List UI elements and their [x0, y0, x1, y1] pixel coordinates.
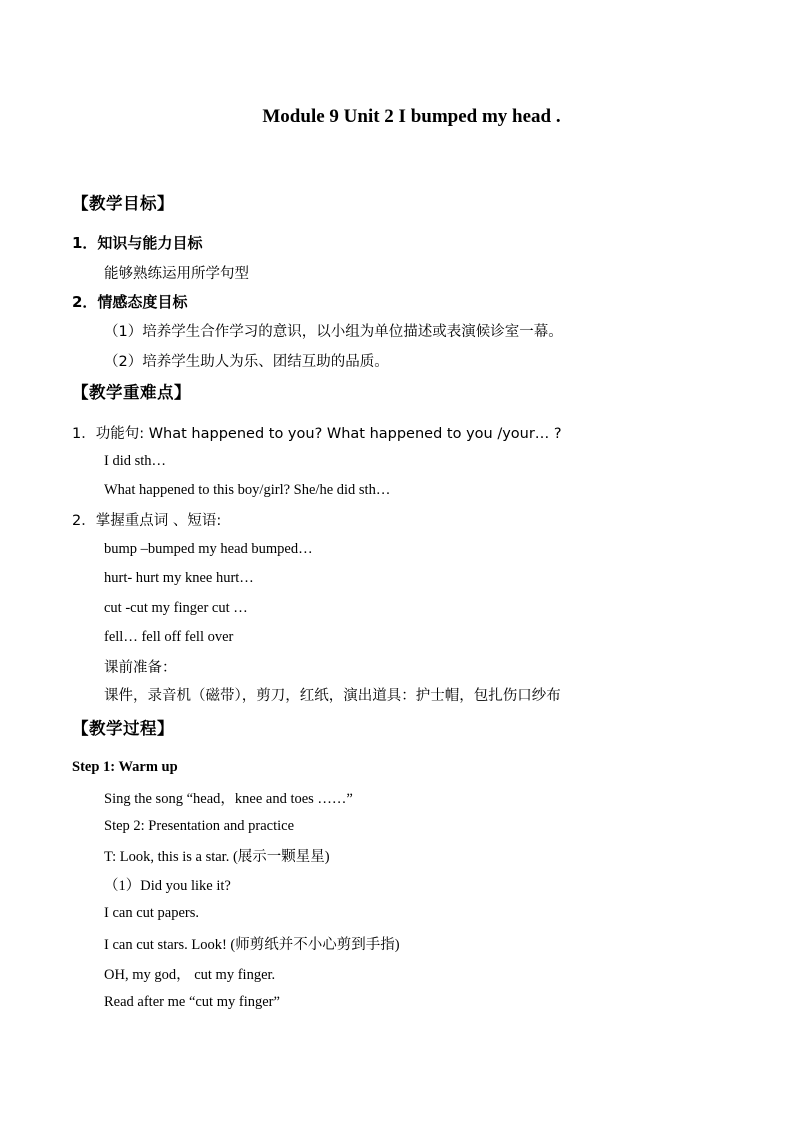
process-line: （1）Did you like it? — [104, 878, 231, 894]
key-point-1-line: I did sth… — [104, 453, 167, 469]
section-heading-key-points: 【教学重难点】 — [72, 383, 191, 402]
key-point-2-title: 2．掌握重点词 、短语: — [72, 513, 222, 529]
prep-materials: 课件，录音机（磁带），剪刀，红纸，演出道具：护士帽，包扎伤口纱布 — [104, 688, 561, 704]
key-point-1-title: 1．功能句: What happened to you? What happened to you /your… ? — [72, 426, 562, 442]
process-line: Step 2: Presentation and practice — [104, 818, 295, 834]
key-point-1-line: What happened to this boy/girl? She/he did sth… — [104, 482, 391, 498]
objective-2-line: （1）培养学生合作学习的意识，以小组为单位描述或表演候诊室一幕。 — [104, 324, 563, 340]
prep-label: 课前准备： — [104, 660, 177, 676]
step-1-heading: Step 1: Warm up — [72, 759, 178, 775]
process-line: T: Look, this is a star. (展示一颗星星) — [104, 849, 330, 865]
vocab-line: hurt- hurt my knee hurt… — [104, 570, 254, 586]
objective-1-title: 1．知识与能力目标 — [72, 234, 203, 252]
vocab-line: fell… fell off fell over — [104, 629, 234, 645]
process-line: I can cut stars. Look! (师剪纸并不小心剪到手指) — [104, 937, 400, 953]
objective-2-title: 2．情感态度目标 — [72, 293, 188, 311]
section-heading-objectives: 【教学目标】 — [72, 194, 174, 213]
section-heading-process: 【教学过程】 — [72, 719, 174, 738]
vocab-line: cut -cut my finger cut … — [104, 600, 248, 616]
process-line: Read after me “cut my finger” — [104, 994, 280, 1010]
page-title: Module 9 Unit 2 I bumped my head . — [262, 106, 561, 127]
vocab-line: bump –bumped my head bumped… — [104, 541, 313, 557]
objective-2-line: （2）培养学生助人为乐、团结互助的品质。 — [104, 354, 389, 370]
process-line: Sing the song “head，knee and toes ……” — [104, 791, 353, 807]
objective-1-text: 能够熟练运用所学句型 — [104, 266, 249, 282]
process-line: OH, my god， cut my finger. — [104, 967, 276, 983]
process-line: I can cut papers. — [104, 905, 200, 921]
